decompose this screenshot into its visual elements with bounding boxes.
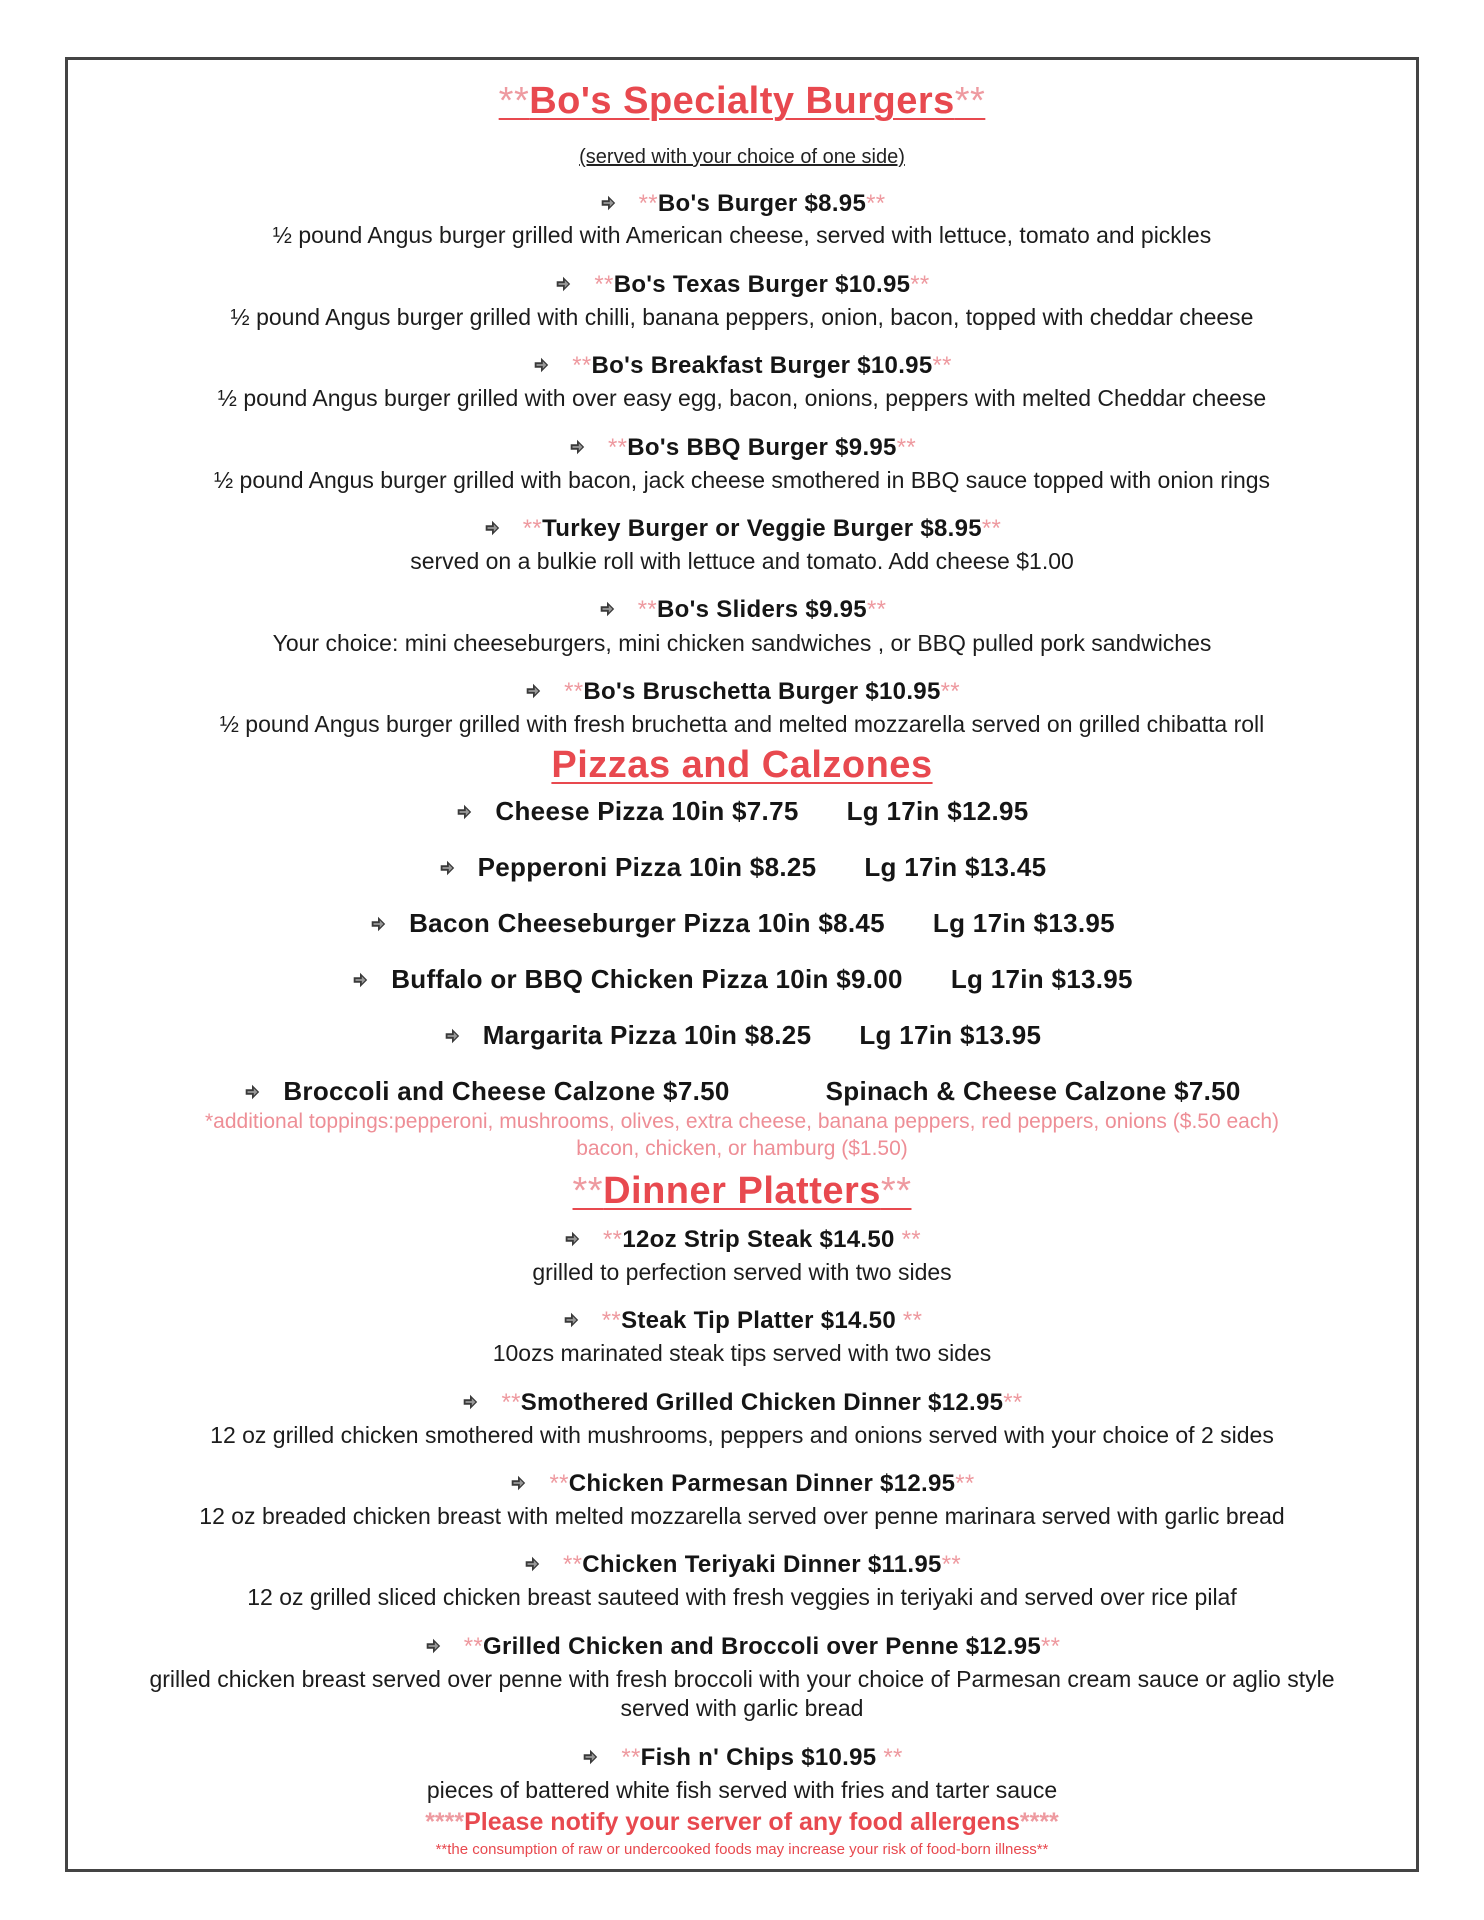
menu-item-name: **Bo's Burger $8.95** [0,190,1484,218]
menu-item-desc: served with garlic bread [620,1695,864,1721]
pointer-bullet-icon [243,1083,261,1101]
menu-item-name: **Bo's BBQ Burger $9.95** [0,434,1484,462]
menu-item-name: **Chicken Parmesan Dinner $12.95** [0,1470,1484,1498]
section-title-pizzas: Pizzas and Calzones [551,744,933,786]
toppings-note: *additional toppings:pepperoni, mushrooms, olives, extra cheese, banana peppers, red peppers, onions ($.50 each) [204,1110,1279,1133]
pointer-bullet-icon [483,519,501,537]
pointer-bullet-icon [424,1637,442,1655]
menu-item-name: **12oz Strip Steak $14.50 ** [0,1226,1484,1254]
pizza-row: Bacon Cheeseburger Pizza 10in $8.45 Lg 17in $13.95 [0,908,1484,939]
pizza-row: Buffalo or BBQ Chicken Pizza 10in $9.00 Lg 17in $13.95 [0,964,1484,995]
pointer-bullet-icon [532,356,550,374]
pointer-bullet-icon [599,194,617,212]
menu-item-desc: 12 oz breaded chicken breast with melted mozzarella served over penne marinara served with garlic bread [199,1503,1285,1529]
pointer-bullet-icon [523,1555,541,1573]
pizza-row: Margarita Pizza 10in $8.25 Lg 17in $13.95 [0,1020,1484,1051]
menu-item-desc: 12 oz grilled chicken smothered with mushrooms, peppers and onions served with your choice of 2 sides [210,1422,1274,1448]
pointer-bullet-icon [509,1474,527,1492]
menu-item-desc: ½ pound Angus burger grilled with fresh bruchetta and melted mozzarella served on grilled chibatta roll [219,711,1265,737]
section-title-burgers: **Bo's Specialty Burgers** [498,80,986,122]
menu-item-name: **Bo's Breakfast Burger $10.95** [0,352,1484,380]
menu-item-name: **Turkey Burger or Veggie Burger $8.95** [0,515,1484,543]
menu-item-desc: 10ozs marinated steak tips served with two sides [492,1340,992,1366]
burgers-subtitle: (served with your choice of one side) [579,146,905,168]
menu-item-name: **Bo's Bruschetta Burger $10.95** [0,678,1484,706]
pointer-bullet-icon [351,971,369,989]
menu-item-name: **Bo's Sliders $9.95** [0,596,1484,624]
menu-item-name: **Grilled Chicken and Broccoli over Penne $12.95** [0,1633,1484,1661]
pointer-bullet-icon [568,438,586,456]
menu-item-desc: Your choice: mini cheeseburgers, mini chicken sandwiches , or BBQ pulled pork sandwiches [272,630,1212,656]
pointer-bullet-icon [443,1027,461,1045]
menu-item-desc: grilled chicken breast served over penne with fresh broccoli with your choice of Parmesan cream sauce or aglio style [149,1666,1335,1692]
menu-item-name: **Chicken Teriyaki Dinner $11.95** [0,1551,1484,1579]
pointer-bullet-icon [438,859,456,877]
menu-item-desc: pieces of battered white fish served with fries and tarter sauce [426,1777,1058,1803]
menu-item-desc: ½ pound Angus burger grilled with chilli, banana peppers, onion, bacon, topped with cheddar cheese [230,304,1254,330]
menu-item-desc: grilled to perfection served with two sides [532,1259,952,1285]
calzone-row: Broccoli and Cheese Calzone $7.50 Spinach & Cheese Calzone $7.50 [0,1076,1484,1107]
pointer-bullet-icon [461,1393,479,1411]
menu-item-desc: ½ pound Angus burger grilled with bacon, jack cheese smothered in BBQ sauce topped with onion rings [213,467,1271,493]
pointer-bullet-icon [598,600,616,618]
menu-item-name: **Fish n' Chips $10.95 ** [0,1744,1484,1772]
menu-item-desc: 12 oz grilled sliced chicken breast sauteed with fresh veggies in teriyaki and served over rice pilaf [247,1584,1237,1610]
section-title-dinners: **Dinner Platters** [572,1170,912,1212]
pointer-bullet-icon [524,682,542,700]
pizza-row: Cheese Pizza 10in $7.75 Lg 17in $12.95 [0,796,1484,827]
menu-item-desc: ½ pound Angus burger grilled with over easy egg, bacon, onions, peppers with melted Cheddar cheese [217,385,1267,411]
pointer-bullet-icon [554,275,572,293]
pointer-bullet-icon [369,915,387,933]
menu-item-desc: ½ pound Angus burger grilled with American cheese, served with lettuce, tomato and pickles [272,222,1212,248]
allergen-notice: ****Please notify your server of any food allergens**** [425,1808,1059,1836]
pizza-row: Pepperoni Pizza 10in $8.25 Lg 17in $13.45 [0,852,1484,883]
pointer-bullet-icon [562,1311,580,1329]
pointer-bullet-icon [455,803,473,821]
menu-item-desc: served on a bulkie roll with lettuce and tomato. Add cheese $1.00 [410,548,1074,574]
menu-item-name: **Steak Tip Platter $14.50 ** [0,1307,1484,1335]
food-safety-warning: **the consumption of raw or undercooked foods may increase your risk of food-born illness** [435,1841,1049,1858]
menu-item-name: **Bo's Texas Burger $10.95** [0,271,1484,299]
pointer-bullet-icon [563,1230,581,1248]
menu-item-name: **Smothered Grilled Chicken Dinner $12.95** [0,1389,1484,1417]
pointer-bullet-icon [581,1748,599,1766]
toppings-note-2: bacon, chicken, or hamburg ($1.50) [576,1137,908,1160]
